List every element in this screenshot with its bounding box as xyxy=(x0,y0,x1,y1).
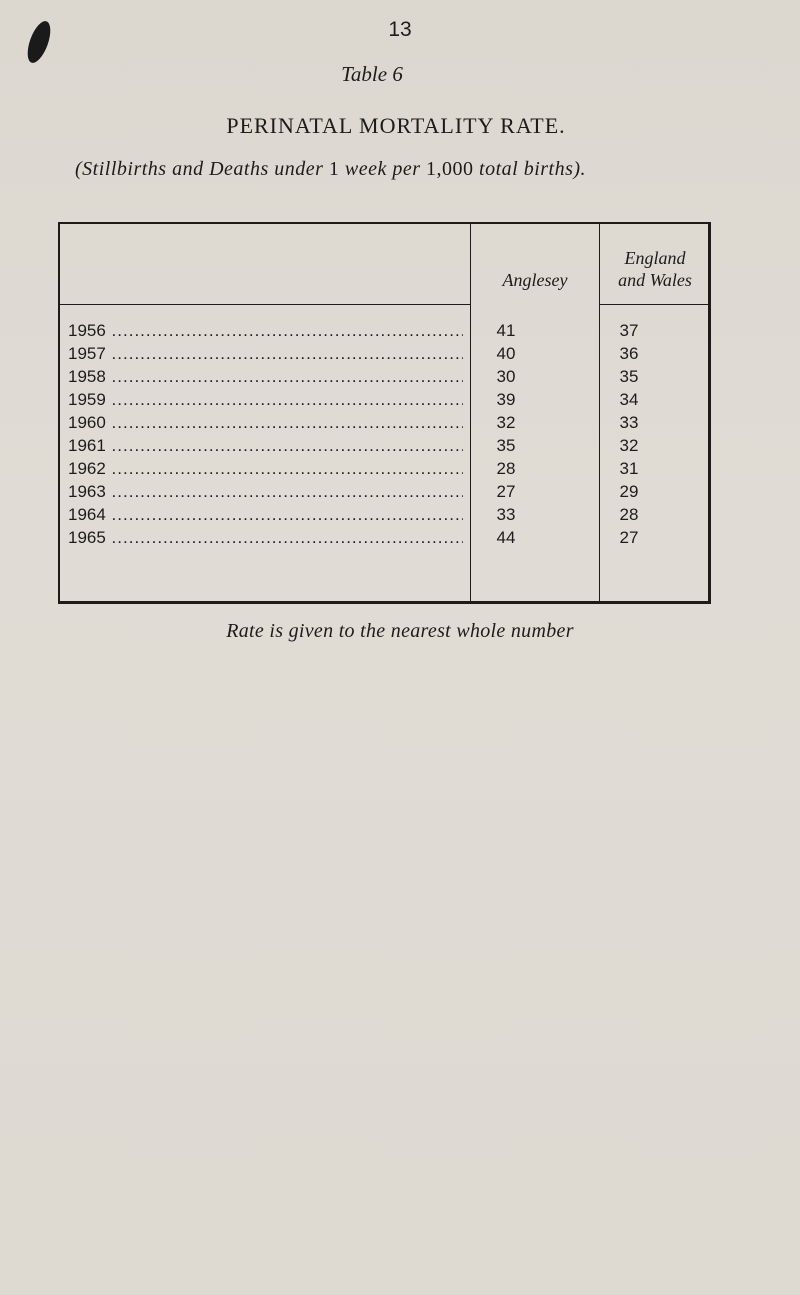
row-year: 1958 ..... xyxy=(68,366,463,388)
header-rule xyxy=(599,304,708,305)
row-england-wales-value: 32 xyxy=(619,436,639,455)
row-anglesey-value: 39 xyxy=(496,390,516,409)
table-label: Table 6 xyxy=(341,62,403,86)
table-row xyxy=(68,527,708,549)
row-england-wales-value: 35 xyxy=(619,367,639,386)
table-row xyxy=(68,389,708,411)
row-england-wales-value: 37 xyxy=(619,321,639,340)
row-year: 1963 ..... xyxy=(68,481,463,503)
column-header-england-line2: and Wales xyxy=(618,270,692,290)
row-anglesey-value: 35 xyxy=(496,436,516,455)
row-year: 1965 ..... xyxy=(68,527,463,549)
row-anglesey-value: 40 xyxy=(496,344,516,363)
subtitle-text-before: (Stillbirths and Deaths under xyxy=(75,158,329,180)
subtitle-week-number: 1 xyxy=(328,158,340,180)
row-anglesey-value: 30 xyxy=(496,367,516,386)
table-row xyxy=(68,435,708,457)
row-year: 1956 ..... xyxy=(68,320,463,342)
page-number: 13 xyxy=(388,18,412,41)
row-england-wales-value: 36 xyxy=(619,344,639,363)
row-year: 1959 ..... xyxy=(68,389,463,411)
table-subtitle xyxy=(75,158,586,181)
table-row xyxy=(68,481,708,503)
row-year: 1962 ..... xyxy=(68,458,463,480)
column-header-anglesey: Anglesey xyxy=(502,270,568,290)
row-anglesey-value: 44 xyxy=(496,528,516,547)
mortality-table xyxy=(58,222,711,604)
table-row xyxy=(68,504,708,526)
row-anglesey-value: 27 xyxy=(496,482,516,501)
subtitle-text-after: total births). xyxy=(473,158,587,180)
row-anglesey-value: 33 xyxy=(496,505,516,524)
row-england-wales-value: 33 xyxy=(619,413,639,432)
row-year: 1964 ..... xyxy=(68,504,463,526)
table-row xyxy=(68,343,708,365)
row-england-wales-value: 27 xyxy=(619,528,639,547)
table-row xyxy=(68,458,708,480)
header-rule xyxy=(60,304,470,305)
row-england-wales-value: 29 xyxy=(619,482,639,501)
row-anglesey-value: 28 xyxy=(496,459,516,478)
table-footnote: Rate is given to the nearest whole number xyxy=(226,620,574,642)
row-year: 1961 ..... xyxy=(68,435,463,457)
subtitle-birth-count: 1,000 xyxy=(426,158,474,180)
row-anglesey-value: 41 xyxy=(496,321,516,340)
row-anglesey-value: 32 xyxy=(496,413,516,432)
page-title: PERINATAL MORTALITY RATE. xyxy=(226,113,566,138)
row-year: 1957 ..... xyxy=(68,343,463,365)
row-england-wales-value: 28 xyxy=(619,505,639,524)
table-row xyxy=(68,366,708,388)
row-year: 1960 ..... xyxy=(68,412,463,434)
table-row xyxy=(68,412,708,434)
row-england-wales-value: 34 xyxy=(619,390,639,409)
column-header-england-line1: England xyxy=(624,248,686,268)
table-row xyxy=(68,320,708,342)
subtitle-text-mid: week per xyxy=(339,158,427,180)
row-england-wales-value: 31 xyxy=(619,459,639,478)
column-header-england-wales xyxy=(600,247,710,291)
